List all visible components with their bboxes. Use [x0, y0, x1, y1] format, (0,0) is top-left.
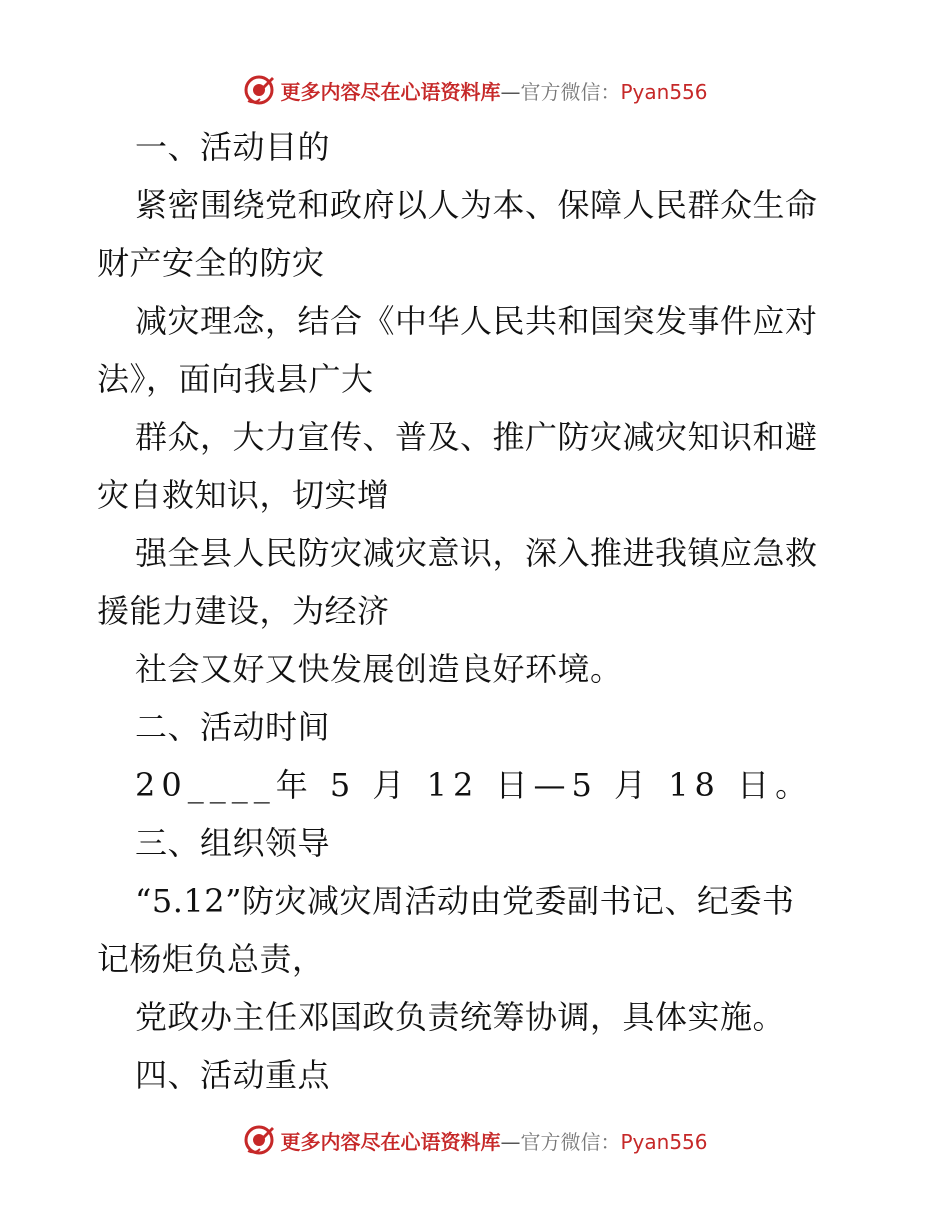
banner-wechat-id: Pyan556 — [620, 79, 708, 104]
paragraph-line: 记杨炬负总责， — [97, 940, 325, 978]
header-banner — [0, 68, 950, 112]
pen-circle-logo-icon — [242, 1123, 276, 1157]
paragraph-line: 减灾理念，结合《中华人民共和国突发事件应对 — [135, 302, 818, 340]
paragraph-line: “5.12”防灾减灾周活动由党委副书记、纪委书 — [135, 882, 795, 920]
paragraph-line: 党政办主任邓国政负责统筹协调，具体实施。 — [135, 998, 786, 1036]
paragraph-line: 灾自救知识，切实增 — [97, 476, 390, 514]
paragraph-line: 社会又好又快发展创造良好环境。 — [135, 650, 623, 688]
banner-separator: — — [500, 79, 521, 104]
section-heading-focus: 四、活动重点 — [135, 1056, 331, 1094]
banner-wechat-label: 官方微信： — [520, 79, 621, 104]
section-heading-time: 二、活动时间 — [135, 708, 331, 746]
activity-date-line: 20____年 5 月 12 日—5 月 18 日。 — [135, 766, 814, 804]
paragraph-line: 紧密围绕党和政府以人为本、保障人民群众生命 — [135, 186, 818, 224]
document-body — [97, 118, 857, 1104]
paragraph-line: 强全县人民防灾减灾意识，深入推进我镇应急救 — [135, 534, 818, 572]
banner-separator: — — [500, 1129, 521, 1154]
paragraph-line: 援能力建设，为经济 — [97, 592, 390, 630]
footer-banner — [0, 1118, 950, 1162]
banner-wechat-label: 官方微信： — [520, 1129, 621, 1154]
banner-wechat-id: Pyan556 — [620, 1129, 708, 1154]
banner-main-text: 更多内容尽在心语资料库 — [280, 79, 501, 104]
section-heading-purpose: 一、活动目的 — [135, 128, 331, 166]
section-heading-leadership: 三、组织领导 — [135, 824, 331, 862]
paragraph-line: 财产安全的防灾 — [97, 244, 325, 282]
banner-main-text: 更多内容尽在心语资料库 — [280, 1129, 501, 1154]
paragraph-line: 群众，大力宣传、普及、推广防灾减灾知识和避 — [135, 418, 818, 456]
pen-circle-logo-icon — [242, 73, 276, 107]
paragraph-line: 法》，面向我县广大 — [97, 360, 374, 398]
